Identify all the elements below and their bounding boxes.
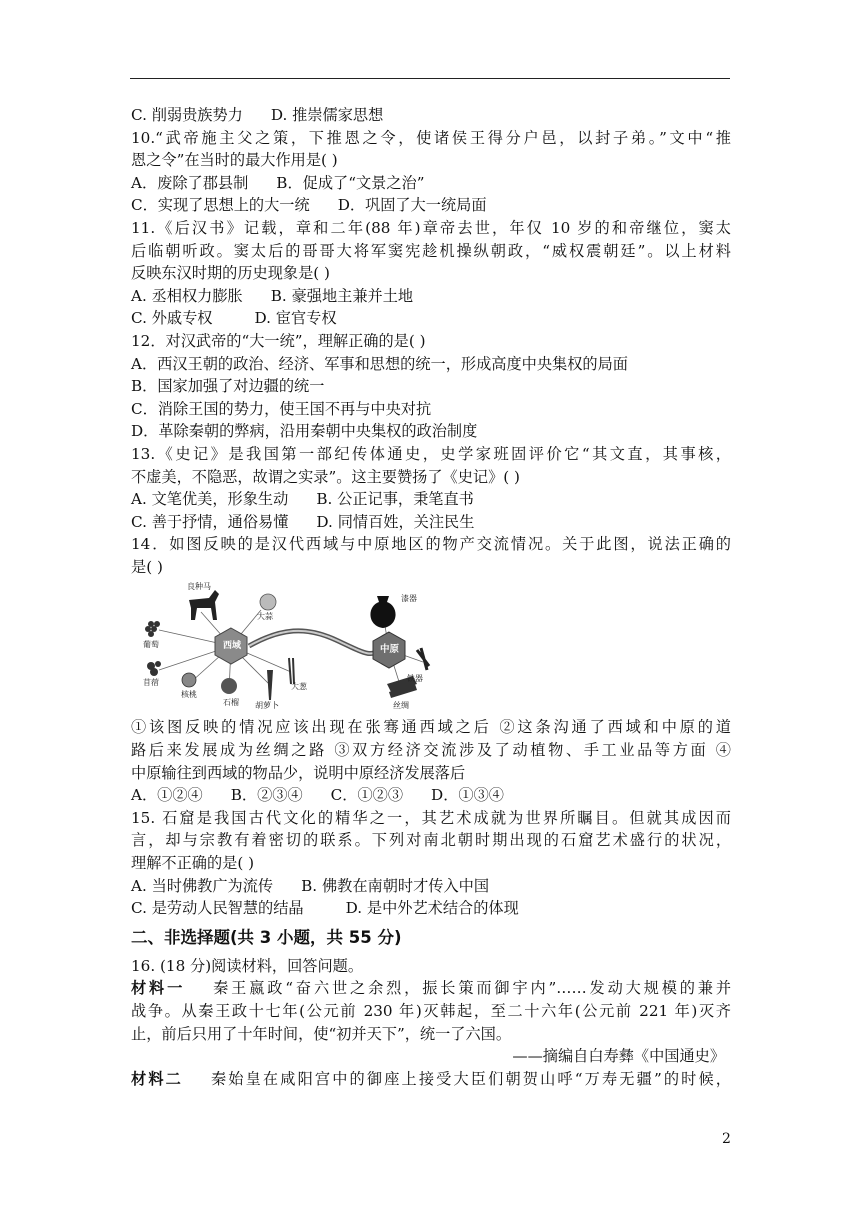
trade-exchange-figure — [131, 580, 431, 712]
q14-option-a: A．①②④ — [131, 786, 203, 805]
q13-stem-1: 13.《史记》是我国第一部纪传体通史，史学家班固评价它“其文直，其事核， — [131, 444, 731, 463]
q14-option-c: C．①②③ — [330, 786, 404, 805]
section-heading: 二、非选择题(共 3 小题，共 55 分) — [131, 927, 402, 947]
material-2-label: 材料二 — [131, 1069, 183, 1088]
q11-option-a: A. 丞相权力膨胀 — [131, 286, 243, 305]
q12-option-a: A．西汉王朝的政治、经济、军事和思想的统一，形成高度中央集权的局面 — [131, 354, 628, 373]
alfalfa-icon — [147, 661, 161, 676]
q10-stem-2: 恩之令”在当时的最大作用是( ) — [131, 151, 338, 170]
q13-stem-2: 不虚美，不隐恶，故谓之实录”。这主要赞扬了《史记》( ) — [131, 467, 520, 486]
q9-option-d: D. 推崇儒家思想 — [270, 106, 384, 124]
q10-option-b: B．促成了“文景之治” — [276, 173, 425, 192]
label-scallion: 大葱 — [291, 682, 307, 692]
q11-option-d: D. 宦官专权 — [254, 309, 337, 328]
q12-stem: 12．对汉武帝的“大一统”，理解正确的是( ) — [131, 331, 426, 350]
label-garlic: 大蒜 — [257, 612, 273, 622]
q16-material-1-line-1 — [131, 977, 731, 1000]
q10-option-d: D．巩固了大一统局面 — [337, 196, 487, 215]
west-region-label: 西域 — [223, 641, 242, 652]
q13-options-ab — [131, 488, 731, 511]
q16-material-1-line-2: 战争。从秦王政十七年(公元前 230 年)灭韩起，至二十六年(公元前 221 年)灭齐 — [131, 1002, 731, 1020]
q14-option-b: B．②③④ — [230, 786, 303, 805]
label-silk: 丝绸 — [393, 701, 409, 711]
label-grape: 葡萄 — [143, 640, 159, 650]
label-alfalfa: 苜蓿 — [143, 678, 159, 688]
material-1-label: 材料一 — [131, 979, 186, 998]
q9-option-c: C. 削弱贵族势力 — [131, 106, 243, 124]
q12-option-b: B．国家加强了对边疆的统一 — [131, 377, 325, 396]
q11-options-ab — [131, 285, 731, 308]
q15-stem-2: 言，却与宗教有着密切的联系。下列对南北朝时期出现的石窟艺术盛行的状况， — [131, 831, 731, 850]
page-number: 2 — [722, 1131, 731, 1147]
q14-statement-3: 中原输往到西域的物品少，说明中原经济发展落后 — [131, 763, 466, 782]
q11-options-cd — [131, 307, 731, 330]
q10-stem-1: 10.“武帝施主父之策，下推恩之令，使诸侯王得分户邑，以封子弟。”文中“推 — [131, 128, 731, 147]
q11-stem-1: 11.《后汉书》记载，章和二年(88 年)章帝去世，年仅 10 岁的和帝继位，窦太 — [131, 218, 731, 237]
label-ironware: 铁器 — [407, 674, 423, 684]
q10-option-c: C．实现了思想上的大一统 — [131, 196, 310, 215]
q13-option-d: D. 同情百姓，关注民生 — [316, 512, 475, 531]
q12-option-d: D．革除秦朝的弊病，沿用秦朝中央集权的政治制度 — [131, 422, 478, 441]
q10-options-cd — [131, 194, 731, 217]
q15-options-ab — [131, 875, 731, 898]
q14-stem-2: 是( ) — [131, 557, 163, 576]
q16-stem: 16. (18 分)阅读材料，回答问题。 — [131, 956, 364, 975]
q16-material-2-line-1 — [131, 1068, 731, 1091]
exam-content — [131, 104, 731, 1090]
q14-option-d: D．①③④ — [431, 786, 504, 805]
q13-option-b: B. 公正记事，秉笔直书 — [316, 490, 474, 509]
q15-option-d: D. 是中外艺术结合的体现 — [345, 899, 519, 918]
q11-stem-3: 反映东汉时期的历史现象是( ) — [131, 264, 330, 283]
q15-stem-1: 15. 石窟是我国古代文化的精华之一，其艺术成就为世界所瞩目。但就其成因而 — [131, 808, 731, 827]
label-horse: 良种马 — [187, 582, 211, 592]
q13-option-a: A. 文笔优美，形象生动 — [131, 490, 289, 509]
q13-option-c: C. 善于抒情，通俗易懂 — [131, 512, 289, 531]
q15-option-c: C. 是劳动人民智慧的结晶 — [131, 899, 304, 918]
header-rule — [130, 78, 730, 79]
pomegranate-icon — [221, 678, 237, 694]
q10-option-a: A．废除了郡县制 — [131, 173, 249, 192]
label-pomegranate: 石榴 — [223, 698, 239, 708]
garlic-icon — [260, 594, 276, 610]
carrot-icon — [267, 670, 273, 700]
q14-statement-2: 路后来发展成为丝绸之路 ③双方经济交流涉及了动植物、手工业品等方面 ④ — [131, 741, 731, 760]
grapes-icon — [145, 621, 160, 637]
material-1-text: 秦王嬴政“奋六世之余烈，振长策而御宇内”……发动大规模的兼并 — [213, 979, 732, 998]
label-walnut: 核桃 — [181, 690, 197, 700]
label-lacquerware: 漆器 — [401, 594, 417, 604]
lacquerware-icon — [370, 596, 395, 628]
label-carrot: 胡萝卜 — [255, 701, 279, 711]
exchange-arrow — [249, 631, 381, 654]
central-region-label: 中原 — [380, 644, 400, 656]
q14-statement-1: ①该图反映的情况应该出现在张骞通西域之后 ②这条沟通了西域和中原的道 — [131, 718, 731, 737]
material-2-text: 秦始皇在咸阳宫中的御座上接受大臣们朝贺山呼“万寿无疆”的时候， — [210, 1069, 731, 1088]
q15-option-a: A. 当时佛教广为流传 — [131, 876, 274, 895]
q11-stem-2: 后临朝听政。窦太后的哥哥大将军窦宪趁机操纵朝政，“威权震朝廷”。以上材料 — [131, 241, 731, 260]
q16-material-1-source: ——摘编自白寿彝《中国通史》 — [512, 1047, 725, 1066]
q11-option-c: C. 外戚专权 — [131, 309, 213, 328]
q16-material-1-line-3: 止，前后只用了十年时间，使“初并天下”，统一了六国。 — [131, 1024, 512, 1043]
scallion-icon — [289, 658, 294, 684]
q11-option-b: B. 豪强地主兼并土地 — [270, 286, 414, 305]
q9-options-cd — [131, 104, 731, 127]
ironware-icon — [417, 648, 429, 670]
q15-options-cd — [131, 897, 731, 920]
q14-options — [131, 784, 731, 807]
q14-stem-1: 14．如图反映的是汉代西域与中原地区的物产交流情况。关于此图，说法正确的 — [131, 535, 731, 554]
q10-options-ab — [131, 172, 731, 195]
q15-option-b: B. 佛教在南朝时才传入中国 — [301, 876, 490, 895]
q15-stem-3: 理解不正确的是( ) — [131, 854, 254, 873]
q12-option-c: C．消除王国的势力，使王国不再与中央对抗 — [131, 399, 432, 418]
walnut-icon — [182, 673, 196, 687]
q13-options-cd — [131, 511, 731, 534]
